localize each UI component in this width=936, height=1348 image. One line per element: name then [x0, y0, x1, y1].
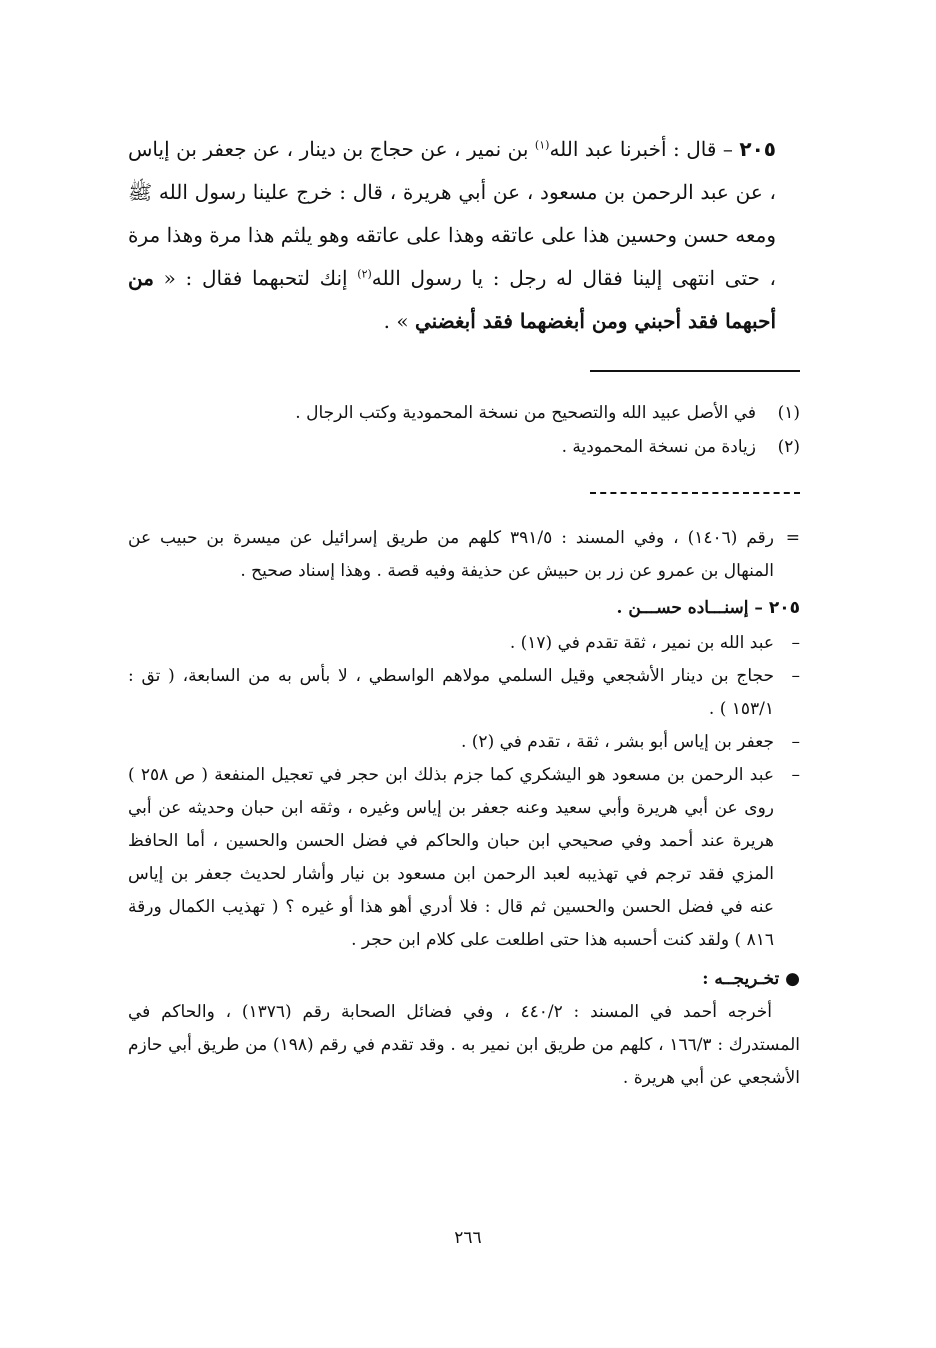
- narrator-text: عبد الرحمن بن مسعود هو اليشكري كما جزم بذلك ابن حجر في تعجيل المنفعة ( ص ٢٥٨ ) روى عن أبي هريرة وأبي سعيد وعنه جعفر بن إياس وغيره ، وثقه ابن حبان وحديثه عن أبي هريرة عند أحمد وفي صحيحي ابن حبان والحاكم في فضل الحسن والحسين ، أما الحافظ المزي فقد ترجم في تهذيبه لعبد الرحمن ابن مسعود بن نيار وأشار لحديث جعفر بن إياس عنه في فضل الحسن والحسين ثم قال : فلا أدري أهو هذا أو غيره ؟ ( تهذيب الكمال ورقة ٨١٦ ) ولقد كنت أحسبه هذا حتى اطلعت على كلام ابن حجر .: [128, 765, 774, 950]
- continuation-text: رقم (١٤٠٦) ، وفي المسند : ٣٩١/٥ كلهم من طريق إسرائيل عن ميسرة بن حبيب عن المنهال بن عمرو عن زر بن حبيش عن حذيفة وفيه قصة . وهذا إسناد صحيح .: [128, 528, 775, 581]
- dash-marker: –: [791, 732, 800, 752]
- list-item: [128, 660, 800, 726]
- narrator-text: عبد الله بن نمير ، ثقة تقدم في (١٧) .: [509, 633, 774, 653]
- continuation-mark: =: [785, 528, 800, 548]
- hadith-text: [128, 128, 776, 343]
- page-number: ٢٦٦: [454, 1228, 482, 1248]
- dash-marker: –: [791, 765, 800, 785]
- footnote-ref-2[interactable]: (٢): [357, 267, 372, 281]
- prophetic-saying: من أحبهما فقد أحبني ومن أبغضهما فقد أبغضني: [128, 266, 776, 333]
- footnote-number: (١): [777, 403, 800, 423]
- hadith-text-part-c: إنك لتحبهما فقال : «: [153, 266, 358, 290]
- isnad-title: – إسنـــاده حســـن .: [616, 598, 769, 618]
- takhrij-heading: ● تخـريجــه :: [702, 969, 800, 989]
- list-item: [128, 759, 800, 957]
- footnote-number: (٢): [777, 437, 800, 457]
- isnad-number: ٢٠٥: [768, 598, 800, 618]
- commentary-divider: [590, 492, 800, 497]
- dash-marker: –: [791, 666, 800, 686]
- dash-marker: –: [791, 633, 800, 653]
- narrator-list: [128, 627, 800, 957]
- hadith-text-part-a: قال : أخبرنا عبد الله: [549, 137, 717, 161]
- hadith-text-part-d: » .: [383, 309, 415, 333]
- hadith-number: ٢٠٥: [739, 137, 776, 161]
- footnote-text: زيادة من نسخة المحمودية .: [561, 437, 756, 457]
- footnote-item: [150, 430, 800, 464]
- continuation-paragraph: [128, 522, 800, 588]
- footnote-text: في الأصل عبيد الله والتصحيح من نسخة المحمودية وكتب الرجال .: [295, 403, 756, 423]
- list-item: [128, 627, 800, 660]
- narrator-text: جعفر بن إياس أبو بشر ، ثقة ، تقدم في (٢) .: [460, 732, 774, 752]
- footnote-item: [150, 396, 800, 430]
- hadith-text-part-b: بن نمير ، عن حجاج بن دينار ، عن جعفر بن إياس ، عن عبد الرحمن بن مسعود ، عن أبي هريرة ، قال : خرج علينا رسول الله ﷺ ومعه حسن وحسين هذا على عاتقه وهذا على عاتقه وهو يلثم هذا مرة وهذا مرة ، حتى انتهى إلينا فقال له رجل : يا رسول الله: [128, 137, 776, 290]
- commentary: [128, 522, 800, 1095]
- footnotes: [150, 396, 800, 464]
- narrator-text: حجاج بن دينار الأشجعي وقيل السلمي مولاهم الواسطي ، لا بأس به من السابعة، ( تق : ١٥٣/١ ) .: [128, 666, 774, 719]
- isnad-heading: [128, 592, 800, 625]
- footnote-divider: [590, 370, 800, 372]
- hadith-separator: –: [716, 137, 740, 161]
- takhrij-text: أخرجه أحمد في المسند : ٤٤٠/٢ ، وفي فضائل الصحابة رقم (١٣٧٦) ، والحاكم في المستدرك : ١٦٦/٣ ، كلهم من طريق ابن نمير به . وقد تقدم في رقم (١٩٨) من طريق أبي حازم الأشجعي عن أبي هريرة .: [128, 1002, 800, 1088]
- list-item: [128, 726, 800, 759]
- footnote-ref-1[interactable]: (١): [534, 138, 550, 152]
